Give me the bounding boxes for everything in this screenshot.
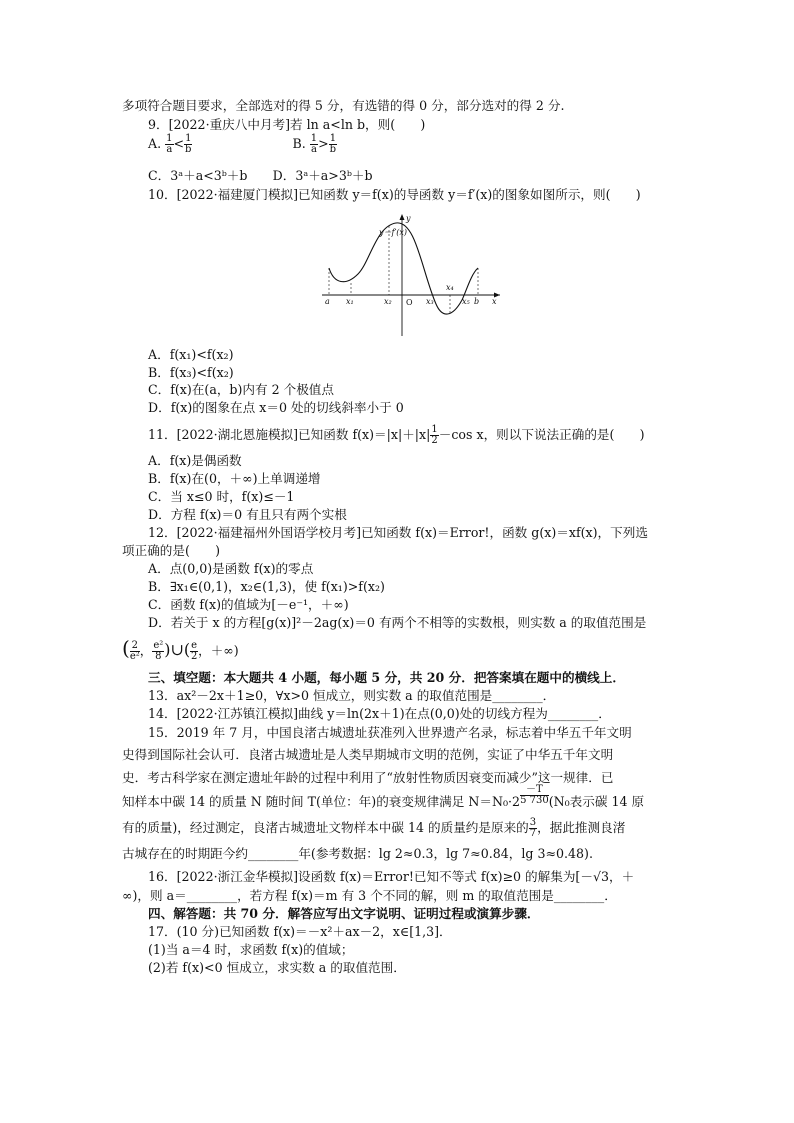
- greater-than: >: [318, 136, 329, 151]
- denominator: 8: [155, 651, 162, 662]
- fraction-e2-over-8: [152, 641, 164, 662]
- question-17-part-2: (2)若 f(x)<0 恒成立，求实数 a 的取值范围．: [148, 960, 406, 975]
- denominator: 2: [431, 435, 438, 446]
- y-axis-arrow: [400, 214, 405, 220]
- union: )∪(: [164, 640, 191, 659]
- left-paren: (: [122, 636, 130, 660]
- fraction-e-over-2: [190, 641, 198, 662]
- fraction-1-over-a: [310, 134, 318, 155]
- question-15-line-5-text: 有的质量)，经过测定，良渚古城遗址文物样本中碳 14 的质量约是原来的: [122, 820, 529, 835]
- fraction-3-over-7: [529, 818, 537, 839]
- question-9: 9．[2022·重庆八中月考]若 ln a<ln b，则( ): [148, 117, 426, 132]
- graph-label-x1: x₁: [346, 297, 354, 306]
- less-than: <: [173, 136, 185, 151]
- numerator: 1: [185, 133, 192, 144]
- question-11-option-c: C．当 x≤0 时，f(x)≤－1: [148, 489, 295, 504]
- question-17: 17．(10 分)已知函数 f(x)＝－x²＋ax－2，x∈[1,3]．: [148, 924, 452, 939]
- question-11-stem-end: －cos x，则以下说法正确的是( ): [438, 427, 645, 442]
- question-12-cont: 项正确的是( ): [122, 543, 220, 558]
- graph-label-fprime: y＝f′(x): [379, 228, 408, 237]
- comma: ，: [139, 643, 153, 658]
- question-10-option-a: A．f(x₁)<f(x₂): [148, 347, 234, 362]
- denominator: e²: [129, 651, 140, 662]
- fraction-1-over-a: [165, 134, 173, 155]
- question-15-line-6: 古城存在的时期距今约________年(参考数据：lg 2≈0.3，lg 7≈0.84，lg 3≈0.48).: [122, 846, 593, 861]
- denominator: 5 730: [520, 795, 549, 806]
- fraction-1-over-2: [430, 425, 438, 446]
- question-14: 14．[2022·江苏镇江模拟]曲线 y＝ln(2x＋1)在点(0,0)处的切线方程为________．: [148, 706, 611, 721]
- question-9-options-ab: [148, 134, 337, 155]
- question-16-cont: ∞)，则 a＝________，若方程 f(x)＝m 有 3 个不同的解，则 m 的取值范围是________．: [122, 888, 617, 903]
- numerator: 3: [529, 817, 537, 828]
- question-12: 12．[2022·福建福州外国语学校月考]已知函数 f(x)＝Error!，函数 g(x)＝xf(x)，下列选: [148, 525, 648, 540]
- question-12-option-d-range: [122, 636, 239, 662]
- derivative-graph-svg: [318, 212, 508, 338]
- numerator: 1: [166, 133, 173, 144]
- numerator: －T: [520, 785, 549, 796]
- question-12-option-c: C．函数 f(x)的值域为[－e⁻¹，＋∞): [148, 597, 349, 612]
- fraction-neg-t-over-5730: [520, 785, 549, 806]
- question-12-option-b: B．∃x₁∈(0,1)，x₂∈(1,3)，使 f(x₁)>f(x₂): [148, 579, 385, 594]
- question-11-option-d: D．方程 f(x)＝0 有且只有两个实根: [148, 507, 347, 522]
- question-10-option-d: D．f(x)的图象在点 x＝0 处的切线斜率小于 0: [148, 400, 404, 415]
- denominator: b: [329, 144, 337, 155]
- question-16: 16．[2022·浙江金华模拟]设函数 f(x)＝Error!已知不等式 f(x)≥0 的解集为[－√3，＋: [148, 869, 635, 884]
- denominator: a: [166, 144, 173, 155]
- question-11-option-a: A．f(x)是偶函数: [148, 453, 242, 468]
- question-15-line-3: 史．考古科学家在测定遗址年龄的过程中利用了“放射性物质因衰变而减少”这一规律．已: [122, 770, 614, 785]
- decay-formula-text: 知样本中碳 14 的质量 N 随时间 T(单位：年)的衰变规律满足 N＝N₀·2: [122, 794, 521, 809]
- question-11-option-b: B．f(x)在(0，＋∞)上单调递增: [148, 471, 321, 486]
- question-15-line-5-end: ，据此推测良渚: [537, 820, 626, 835]
- question-17-part-1: (1)当 a＝4 时，求函数 f(x)的值域；: [148, 942, 354, 957]
- question-9-options-cd: C．3ᵃ＋a<3ᵇ＋b D．3ᵃ＋a>3ᵇ＋b: [148, 168, 373, 183]
- instruction-text: 多项符合题目要求，全部选对的得 5 分，有选错的得 0 分，部分选对的得 2 分.: [122, 98, 565, 113]
- numerator: 2: [131, 640, 138, 651]
- question-15-line-2: 史得到国际社会认可．良渚古城遗址是人类早期城市文明的范例，实证了中华五千年文明: [122, 747, 614, 762]
- question-10-option-b: B．f(x₃)<f(x₂): [148, 365, 234, 380]
- numerator: e²: [153, 640, 164, 651]
- graph-label-x3: x₃: [426, 297, 434, 306]
- numerator: 1: [329, 133, 337, 144]
- question-10: 10．[2022·福建厦门模拟]已知函数 y＝f(x)的导函数 y＝f′(x)的图象如图所示，则( ): [148, 187, 641, 202]
- question-15-line-5: [122, 818, 625, 839]
- question-12-option-a: A．点(0,0)是函数 f(x)的零点: [148, 561, 314, 576]
- decay-formula-note: (N₀表示碳 14 原: [548, 794, 645, 809]
- option-label: A.: [148, 136, 162, 151]
- graph-label-x4: x₄: [446, 283, 454, 292]
- question-11-stem: 11．[2022·湖北恩施模拟]已知函数 f(x)＝|x|＋|x|: [148, 427, 431, 442]
- denominator: 2: [190, 651, 198, 662]
- graph-label-x2: x₂: [384, 297, 392, 306]
- option-label: B.: [292, 136, 306, 151]
- numerator: 1: [431, 424, 438, 435]
- section-3-heading: 三、填空题：本大题共 4 小题，每小题 5 分，共 20 分．把答案填在题中的横线上．: [148, 670, 625, 685]
- denominator: a: [310, 144, 317, 155]
- graph-label-a: a: [325, 297, 330, 306]
- fraction-1-over-b: [184, 134, 192, 155]
- graph-label-x5: x₅: [462, 297, 470, 306]
- question-11: [148, 425, 645, 446]
- fraction-1-over-b: [329, 134, 337, 155]
- denominator: b: [185, 144, 192, 155]
- question-10-option-c: C．f(x)在(a，b)内有 2 个极值点: [148, 382, 334, 397]
- section-4-heading: 四、解答题：共 70 分．解答应写出文字说明、证明过程或演算步骤．: [148, 906, 540, 921]
- fraction-2-over-e2: [130, 641, 140, 662]
- infinity-end: ，＋∞): [198, 643, 239, 658]
- denominator: 7: [529, 828, 537, 839]
- numerator: 1: [310, 133, 318, 144]
- question-13: 13．ax²－2x＋1≥0，∀x>0 恒成立，则实数 a 的取值范围是________．: [148, 688, 556, 703]
- question-15: 15．2019 年 7 月，中国良渚古城遗址获准列入世界遗产名录，标志着中华五千年文明: [148, 725, 632, 740]
- numerator: e: [191, 640, 198, 651]
- question-12-option-d: D．若关于 x 的方程[g(x)]²－2ag(x)＝0 有两个不相等的实数根，则实数 a 的取值范围是: [148, 615, 647, 630]
- question-15-line-4: [122, 784, 645, 813]
- graph-label-y: y: [406, 214, 411, 223]
- derivative-graph: [318, 212, 508, 338]
- graph-label-b: b: [474, 297, 480, 306]
- graph-label-origin: O: [406, 298, 413, 307]
- graph-label-x: x: [492, 297, 497, 306]
